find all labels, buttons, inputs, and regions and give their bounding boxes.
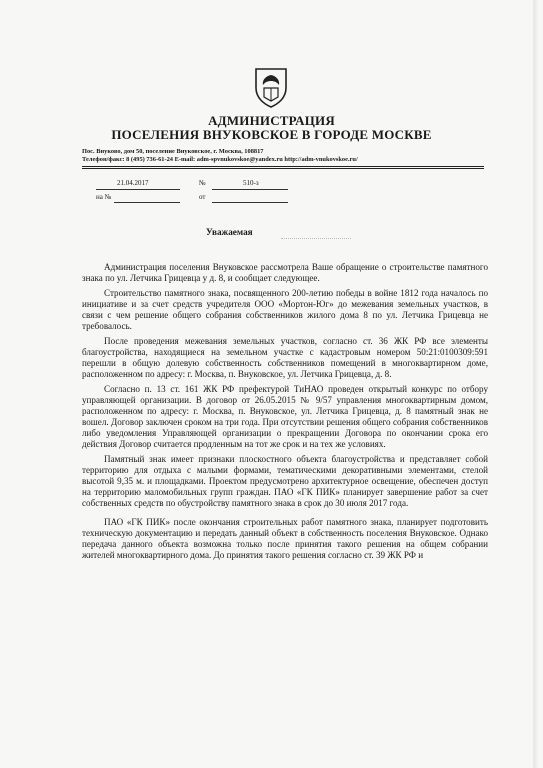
coat-of-arms-icon <box>252 66 290 108</box>
body-paragraph: Памятный знак имеет признаки плоскостного объекта благоустройства и представляет собой территорию для отдыха с малыми формами, тематическими декоративными элементами, стелой высотой 9,35 м. и площадками. Проектом предусмотрено архитектурное освещение, обеспечен доступ на территорию маломобильных групп граждан. ПАО «ГК ПИК» планирует завершение работ за счет собственных средств по обустройству памятного знака в срок до 30 июля 2017 года. <box>82 454 488 508</box>
redacted-name <box>281 227 351 239</box>
body-paragraph: Строительство памятного знака, посвященного 200-летию победы в войне 1812 года началось по инициативе и за счет средств учредителя ООО «Мортон-Юг» до межевания земельных участков, в связи с чем решение общего собрания собственников жилого дома 8 по ул. Летчика Грицевца не требовалось. <box>82 288 488 331</box>
number-label: № <box>199 179 206 187</box>
organization-title: АДМИНИСТРАЦИЯ <box>208 113 335 128</box>
header-rule-thin <box>82 168 484 169</box>
header-rule <box>82 166 484 167</box>
salutation: Уважаемая <box>206 227 253 237</box>
from-label: от <box>199 193 206 201</box>
body-paragraph: Согласно п. 13 ст. 161 ЖК РФ префектурой ТиНАО проведен открытый конкурс по отбору управляющей организации. В договор от 26.05.2015 № 9/57 управления многоквартирным домом, расположенном по адресу: г. Москва, п. Внуковское, ул. Летчика Грицевца, д. 8 памятный знак не вошел. Договор заключен сроком на три года. При отсутствии решения общего собрания собственников либо уведомления Управляющей организации о прекращении Договора по окончании срока его действия Договор считается продленным на тот же срок и на тех же условиях. <box>82 384 488 449</box>
from-underline <box>212 202 288 203</box>
body-paragraph: ПАО «ГК ПИК» после окончания строительных работ памятного знака, планирует подготовить техническую документацию и передать данный объект в собственность поселения Внуковское. Однако передача данного объекта возможна только после принятия такого решения на общем собрании жителей многоквартирного дома. До принятия такого решения согласно ст. 39 ЖК РФ и <box>82 517 488 560</box>
letter-number: 510-з <box>243 179 259 187</box>
organization-subtitle: ПОСЕЛЕНИЯ ВНУКОВСКОЕ В ГОРОДЕ МОСКВЕ <box>111 127 432 142</box>
date-underline <box>96 189 180 190</box>
body-paragraph: Администрация поселения Внуковское рассмотрела Ваше обращение о строительстве памятного знака по ул. Летчика Грицевца у д. 8, и сообщает следующее. <box>82 262 488 283</box>
reply-underline <box>114 202 180 203</box>
organization-contacts: Телефон/факс: 8 (495) 736-61-24 E-mail: adm-spvnukovskoe@yandex.ru http://adm-vnukovskoe.ru/ <box>82 156 358 163</box>
organization-address: Пос. Внуково, дом 50, поселение Внуковское, г. Москва, 108817 <box>82 148 264 155</box>
body-paragraph: После проведения межевания земельных участков, согласно ст. 36 ЖК РФ все элементы благоустройства, находящиеся на земельном участке с кадастровым номером 50:21:0100309:591 перешли в общую долевую собственность собственников помещений в многоквартирном доме, расположенном по адресу: г. Москва, п. Внуковское, ул. Летчика Грицевца, д. 8. <box>82 336 488 379</box>
scan-edge <box>533 0 539 768</box>
number-underline <box>212 189 288 190</box>
letter-date: 21.04.2017 <box>117 179 149 187</box>
reply-label: на № <box>96 193 112 201</box>
letter-body <box>82 262 488 565</box>
